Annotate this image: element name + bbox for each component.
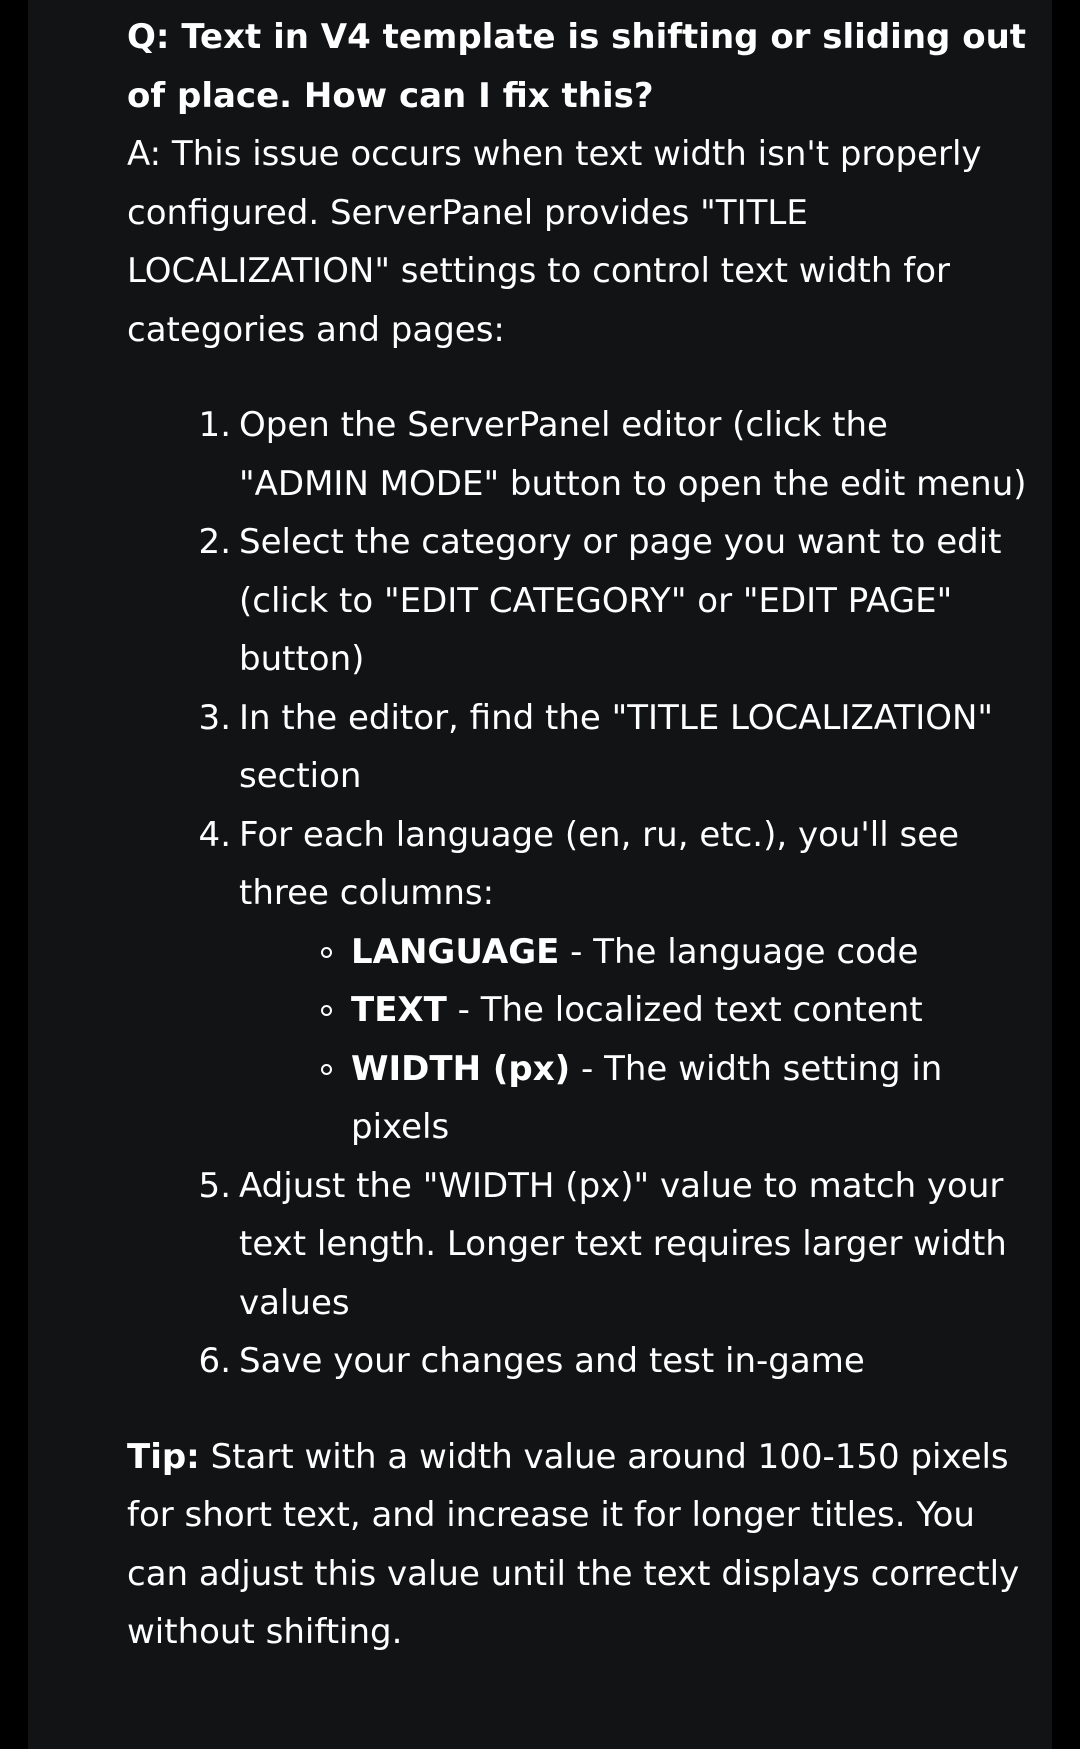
column-term: TEXT xyxy=(351,990,447,1030)
tip-text: Start with a width value around 100-150 pixels for short text, and increase it for longer titles. You can adjust this value until the text displays correctly without shifting. xyxy=(127,1436,1020,1652)
step-item xyxy=(239,513,1027,689)
column-item xyxy=(351,1040,1027,1157)
step-text: Select the category or page you want to edit (click to "EDIT CATEGORY" or "EDIT PAGE" button) xyxy=(239,522,1002,679)
tip-paragraph xyxy=(127,1428,1027,1662)
steps-list xyxy=(127,396,1027,1391)
step-item xyxy=(239,1157,1027,1333)
step-text: For each language (en, ru, etc.), you'll see three columns: xyxy=(239,814,960,913)
step-item xyxy=(239,1332,1027,1391)
step-text: Save your changes and test in-game xyxy=(239,1341,865,1381)
tip-label: Tip: xyxy=(127,1436,200,1477)
faq-answer: A: This issue occurs when text width isn't properly configured. ServerPanel provides "TITLE LOCALIZATION" settings to control text width for categories and pages: xyxy=(127,134,982,350)
column-item xyxy=(351,981,1027,1040)
faq-content xyxy=(127,8,1027,1662)
column-desc: - The language code xyxy=(559,931,919,972)
column-term: LANGUAGE xyxy=(351,931,560,972)
column-item xyxy=(351,923,1027,982)
step-item xyxy=(239,396,1027,513)
step-text: In the editor, find the "TITLE LOCALIZATION" section xyxy=(239,697,994,796)
faq-panel xyxy=(28,0,1052,1749)
column-desc: - The width setting in pixels xyxy=(351,1048,943,1147)
columns-list xyxy=(239,923,1027,1157)
step-text: Adjust the "WIDTH (px)" value to match your text length. Longer text requires larger width values xyxy=(239,1165,1007,1323)
column-desc: - The localized text content xyxy=(446,990,923,1030)
column-term: WIDTH (px) xyxy=(351,1048,571,1089)
step-item xyxy=(239,689,1027,806)
step-text: Open the ServerPanel editor (click the "ADMIN MODE" button to open the edit menu) xyxy=(239,405,1027,504)
faq-question: Q: Text in V4 template is shifting or sliding out of place. How can I fix this? xyxy=(127,17,1027,116)
step-item xyxy=(239,806,1027,1157)
